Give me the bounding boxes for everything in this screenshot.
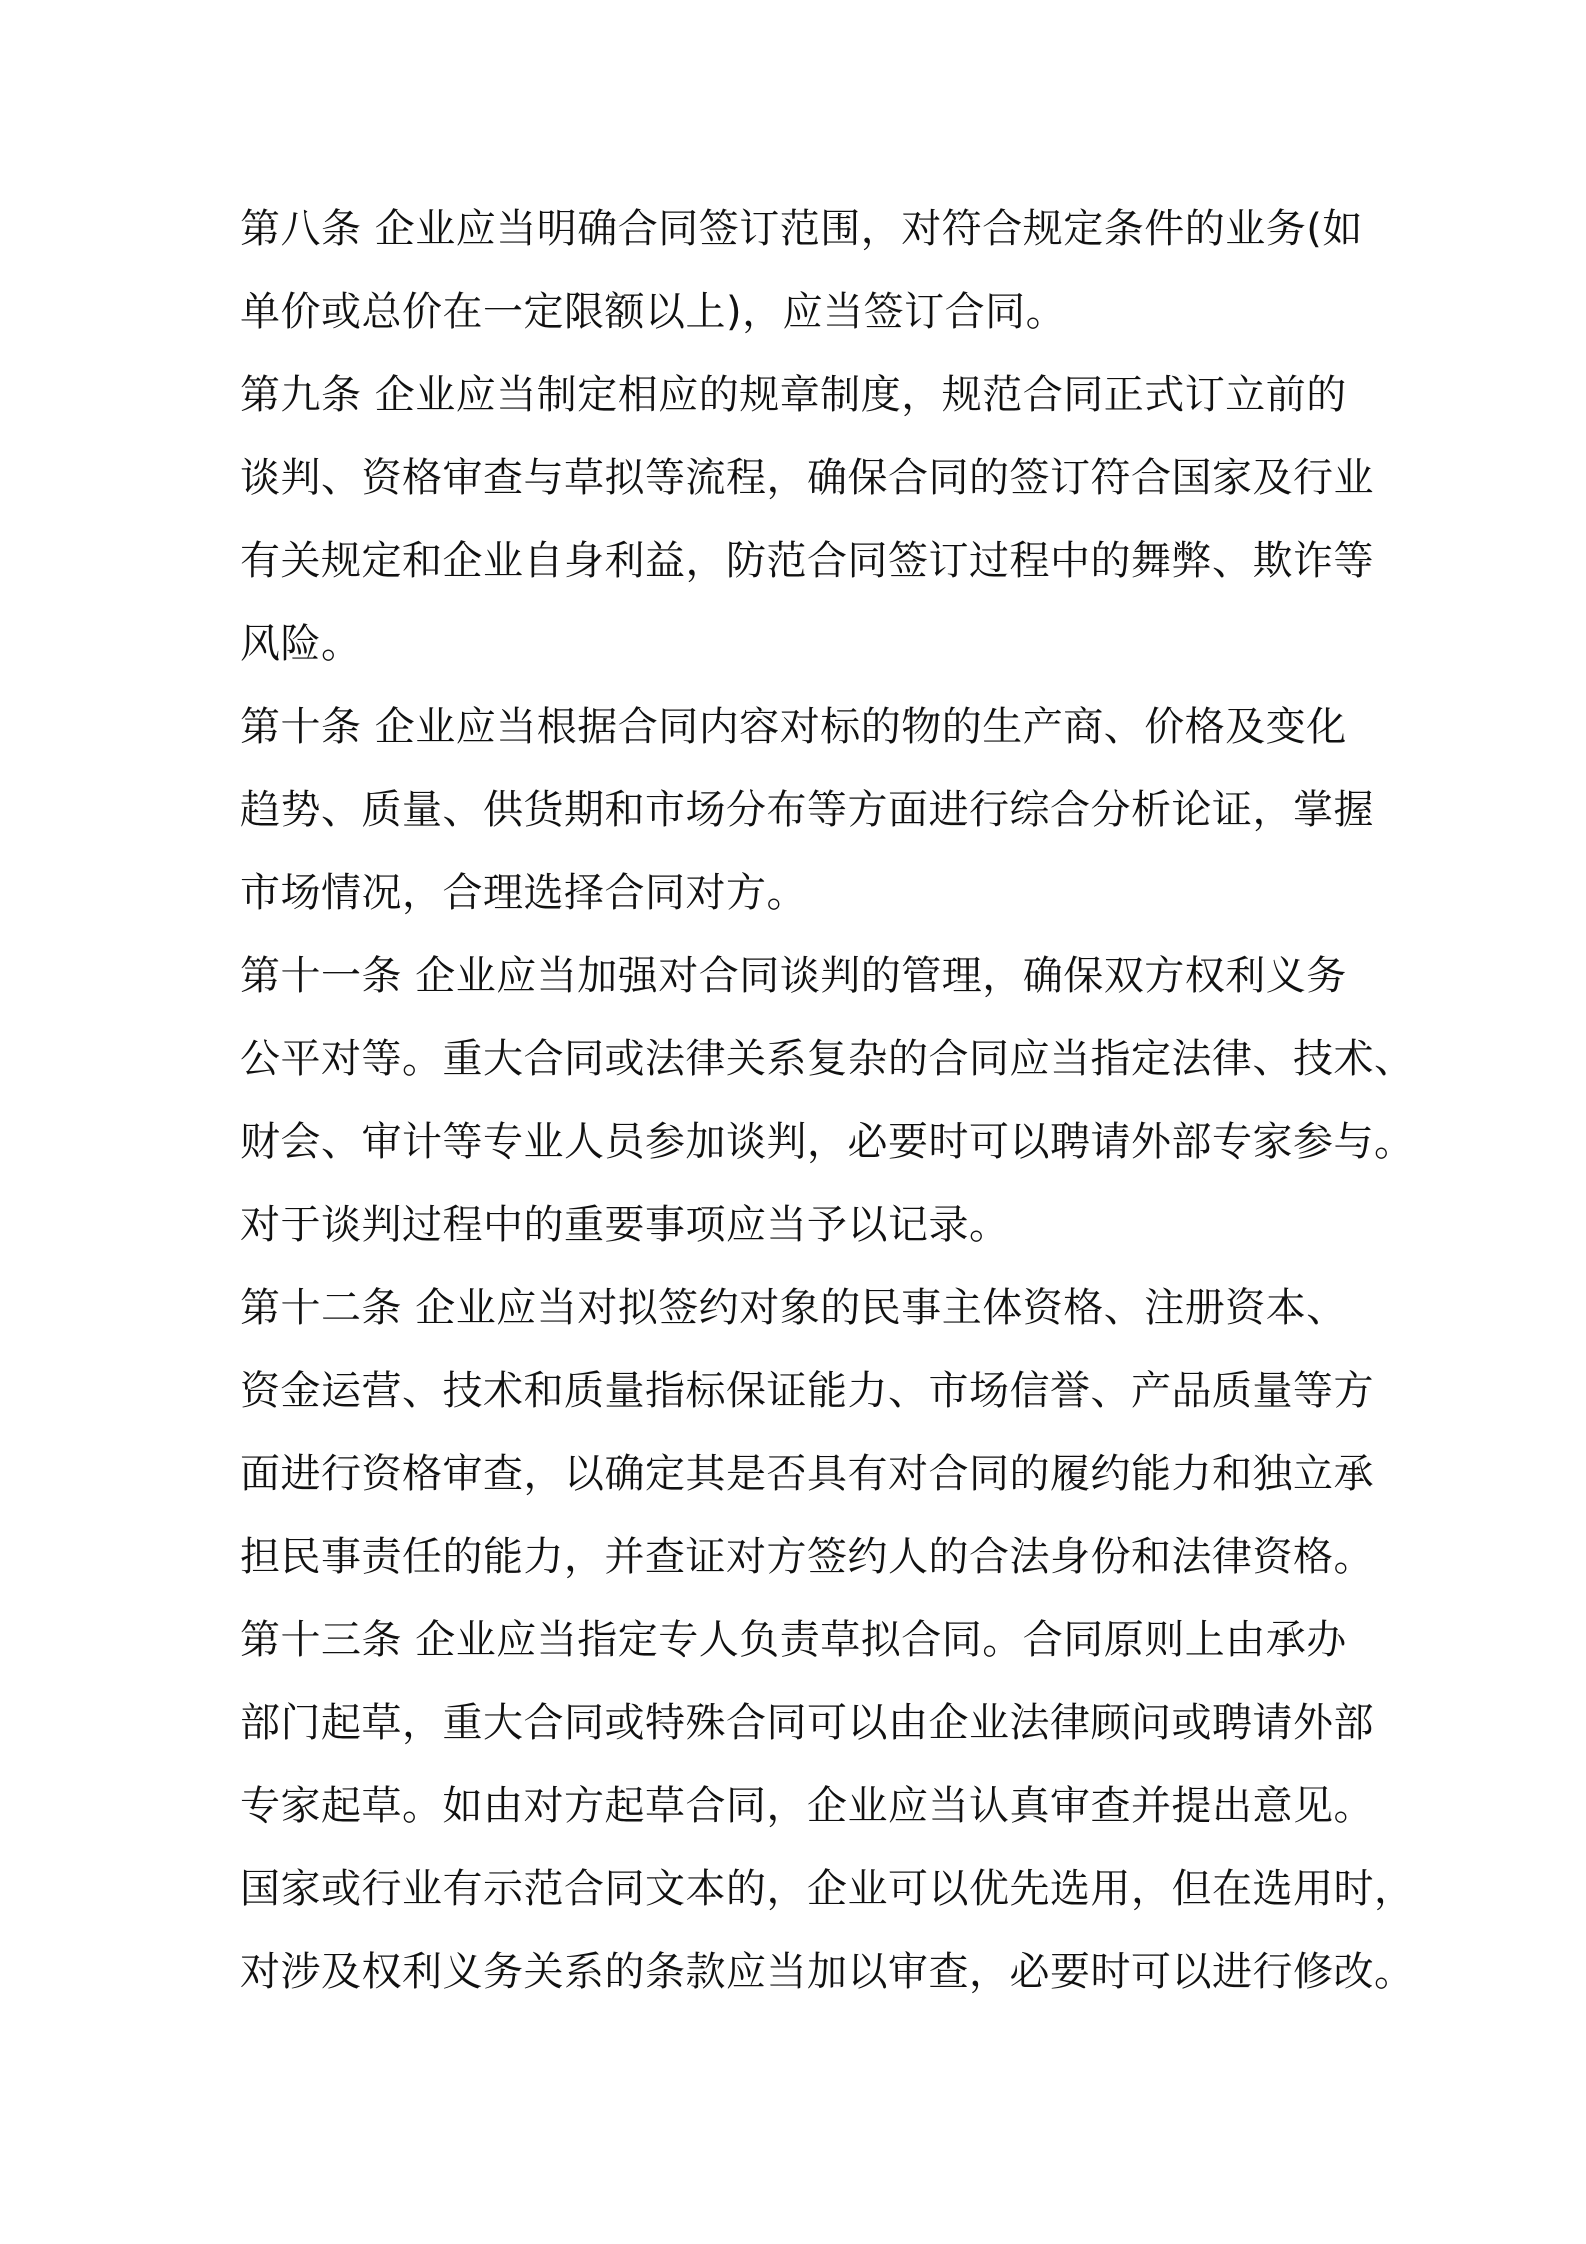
text-line-6: 风险。 <box>240 621 362 667</box>
text-line-18: 第十三条 企业应当指定专人负责草拟合同。合同原则上由承办 <box>240 1617 1347 1663</box>
text-line-20: 专家起草。如由对方起草合同，企业应当认真审查并提出意见。 <box>240 1783 1374 1829</box>
text-line-2: 单价或总价在一定限额以上)，应当签订合同。 <box>240 289 1067 335</box>
text-line-3: 第九条 企业应当制定相应的规章制度，规范合同正式订立前的 <box>240 372 1347 418</box>
text-line-8: 趋势、质量、供货期和市场分布等方面进行综合分析论证，掌握 <box>240 787 1374 833</box>
document-body <box>240 188 1415 2014</box>
text-line-15: 资金运营、技术和质量指标保证能力、市场信誉、产品质量等方 <box>240 1368 1374 1414</box>
text-line-7: 第十条 企业应当根据合同内容对标的物的生产商、价格及变化 <box>240 704 1347 750</box>
text-line-10: 第十一条 企业应当加强对合同谈判的管理，确保双方权利义务 <box>240 953 1347 999</box>
text-line-5: 有关规定和企业自身利益，防范合同签订过程中的舞弊、欺诈等 <box>240 538 1374 584</box>
text-line-14: 第十二条 企业应当对拟签约对象的民事主体资格、注册资本、 <box>240 1285 1347 1331</box>
text-line-9: 市场情况，合理选择合同对方。 <box>240 870 807 916</box>
text-line-1: 第八条 企业应当明确合同签订范围，对符合规定条件的业务(如 <box>240 206 1363 252</box>
text-line-4: 谈判、资格审查与草拟等流程，确保合同的签订符合国家及行业 <box>240 455 1374 501</box>
text-line-22: 对涉及权利义务关系的条款应当加以审查，必要时可以进行修改。 <box>240 1949 1415 1995</box>
text-line-11: 公平对等。重大合同或法律关系复杂的合同应当指定法律、技术、 <box>240 1036 1415 1082</box>
text-line-17: 担民事责任的能力，并查证对方签约人的合法身份和法律资格。 <box>240 1534 1374 1580</box>
text-line-21: 国家或行业有示范合同文本的，企业可以优先选用，但在选用时， <box>240 1866 1415 1912</box>
text-line-16: 面进行资格审查，以确定其是否具有对合同的履约能力和独立承 <box>240 1451 1374 1497</box>
text-line-13: 对于谈判过程中的重要事项应当予以记录。 <box>240 1202 1010 1248</box>
text-line-12: 财会、审计等专业人员参加谈判，必要时可以聘请外部专家参与。 <box>240 1119 1415 1165</box>
text-line-19: 部门起草，重大合同或特殊合同可以由企业法律顾问或聘请外部 <box>240 1700 1374 1746</box>
